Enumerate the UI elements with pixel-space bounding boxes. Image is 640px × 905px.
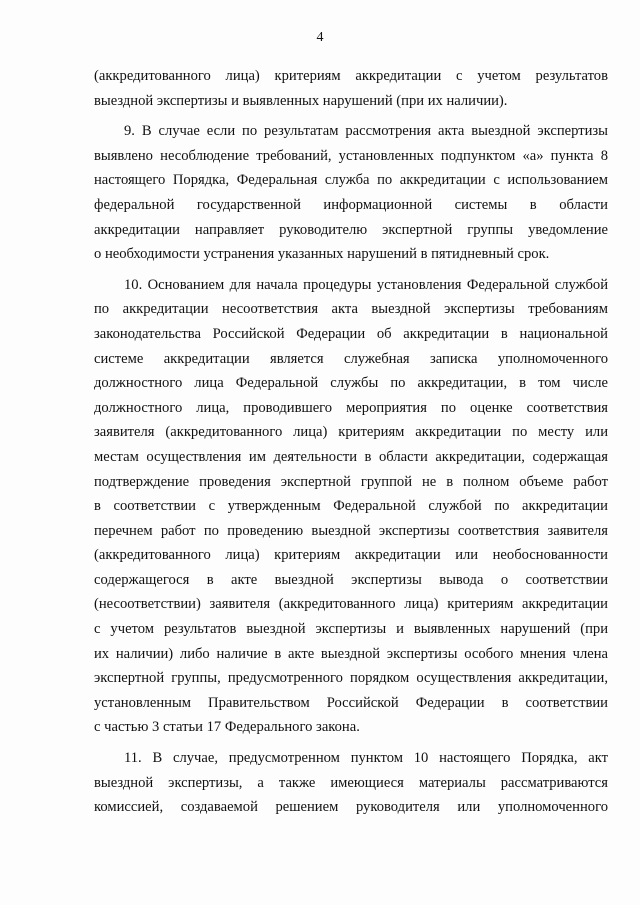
text-line: федеральной государственной информационной системы в области — [94, 196, 608, 213]
text-line: должностного лица Федеральной службы по аккредитации, в том числе — [94, 375, 608, 392]
text-line: местам осуществления им деятельности в области аккредитации, содержащая — [94, 448, 608, 465]
text-line: в соответствии с утвержденным Федеральной службой по аккредитации — [94, 498, 608, 515]
document-body — [94, 64, 608, 820]
text-line: 11. В случае, предусмотренном пунктом 10 настоящего Порядка, акт — [124, 750, 608, 767]
text-line: выявлено несоблюдение требований, установленных подпунктом «а» пункта 8 — [94, 147, 608, 164]
paragraph-10 — [94, 273, 608, 740]
text-line: содержащегося в акте выездной экспертизы вывода о соответствии — [94, 571, 608, 588]
text-line: выездной экспертизы и выявленных нарушений (при их наличии). — [94, 92, 508, 109]
text-line: (аккредитованного лица) критериям аккредитации с учетом результатов — [94, 68, 608, 84]
paragraph-9 — [94, 119, 608, 267]
text-line: должностного лица, проводившего мероприятия по оценке соответствия — [94, 399, 608, 416]
text-line: комиссией, создаваемой решением руководителя или уполномоченного — [94, 799, 608, 816]
text-line: о необходимости устранения указанных нарушений в пятидневный срок. — [94, 246, 550, 263]
page-number: 4 — [316, 30, 324, 45]
paragraph-continuation — [94, 64, 608, 113]
text-line: системе аккредитации является служебная записка уполномоченного — [94, 350, 608, 367]
text-line: 10. Основанием для начала процедуры установления Федеральной службой — [124, 276, 608, 293]
text-line: законодательства Российской Федерации об аккредитации в национальной — [94, 325, 608, 342]
paragraph-11 — [94, 746, 608, 820]
text-line: установленным Правительством Российской Федерации в соответствии — [94, 694, 608, 711]
text-line: заявителя (аккредитованного лица) критериям аккредитации по месту или — [94, 424, 608, 441]
text-line: по аккредитации несоответствия акта выездной экспертизы требованиям — [94, 301, 608, 318]
text-line: подтверждение проведения экспертной группой не в полном объеме работ — [94, 473, 608, 490]
text-line: перечнем работ по проведению выездной экспертизы соответствия заявителя — [94, 522, 608, 539]
text-line: экспертной группы, предусмотренного порядком осуществления аккредитации, — [94, 670, 608, 687]
text-line: 9. В случае если по результатам рассмотрения акта выездной экспертизы — [124, 123, 608, 140]
text-line: (аккредитованного лица) критериям аккредитации или необоснованности — [94, 547, 608, 564]
text-line: с частью 3 статьи 17 Федерального закона. — [94, 719, 360, 736]
text-line: с учетом результатов выездной экспертизы и выявленных нарушений (при — [94, 621, 608, 638]
text-line: настоящего Порядка, Федеральная служба по аккредитации с использованием — [94, 172, 608, 189]
text-line: аккредитации направляет руководителю экспертной группы уведомление — [94, 221, 608, 238]
text-line: (несоответствии) заявителя (аккредитованного лица) критериям аккредитации — [94, 596, 608, 613]
text-line: их наличии) либо наличие в акте выездной экспертизы особого мнения члена — [94, 645, 608, 662]
text-line: выездной экспертизы, а также имеющиеся материалы рассматриваются — [94, 774, 608, 791]
